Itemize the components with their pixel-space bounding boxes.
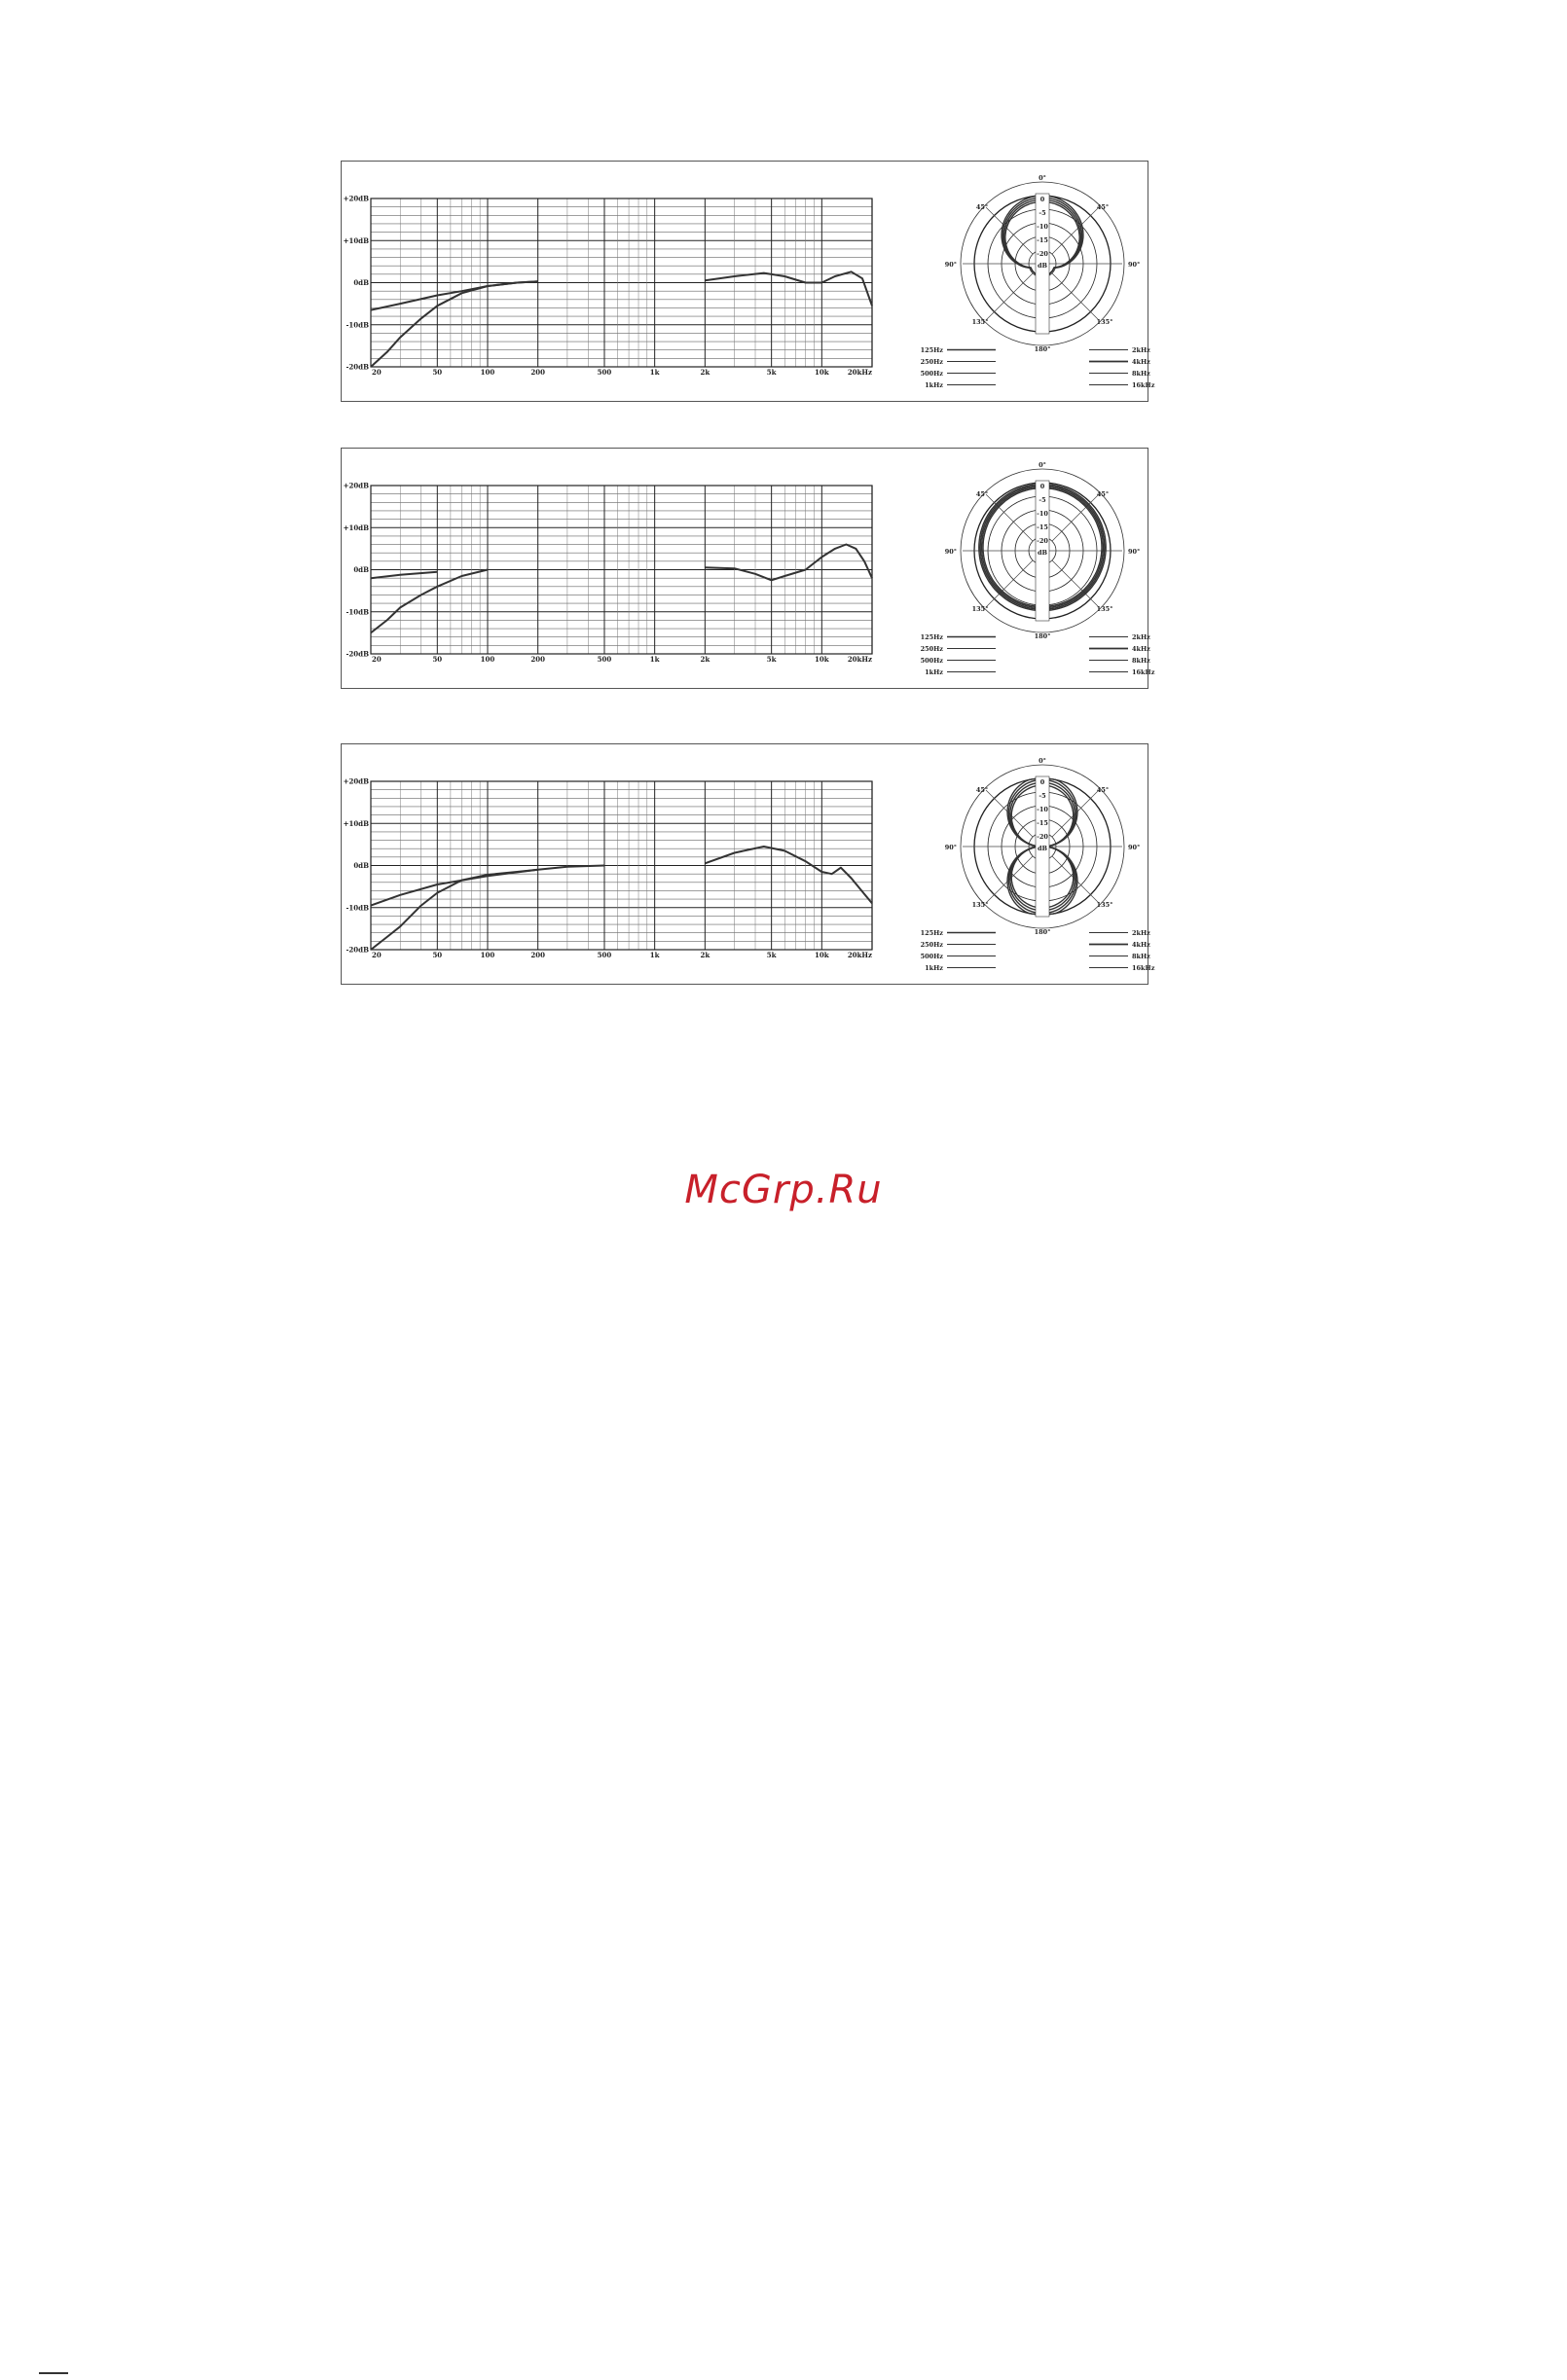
- x-tick-label: 100: [480, 951, 495, 959]
- legend-label-right: 2kHz: [1132, 929, 1150, 937]
- x-tick-label: 10k: [815, 951, 829, 959]
- y-tick-label: -10dB: [346, 320, 369, 330]
- y-tick-label: 0dB: [353, 278, 369, 287]
- y-tick-label: -10dB: [346, 903, 369, 913]
- x-tick-label: 5k: [766, 951, 777, 959]
- polar-angle-label: 135°: [1096, 318, 1113, 326]
- polar-ring-label: -10: [1037, 806, 1048, 813]
- chart-svg: [342, 744, 1155, 986]
- response-curve-1: [371, 281, 538, 309]
- legend-label-left: 500Hz: [920, 953, 943, 960]
- polar-angle-label: 90°: [944, 261, 957, 269]
- x-tick-label: 5k: [766, 368, 777, 377]
- legend-label-right: 8kHz: [1132, 370, 1150, 378]
- polar-angle-label: 45°: [975, 786, 989, 794]
- polar-ring-label: -20: [1037, 833, 1048, 841]
- x-tick-label: 20kHz: [847, 951, 872, 959]
- x-tick-label: 50: [432, 655, 443, 664]
- x-tick-label: 20: [372, 368, 382, 377]
- polar-angle-label: 45°: [975, 203, 989, 211]
- polar-ring-label: -15: [1037, 819, 1048, 827]
- legend-label-left: 125Hz: [920, 633, 943, 641]
- legend-label-left: 125Hz: [920, 929, 943, 937]
- polar-angle-label: 180°: [1034, 632, 1051, 640]
- polar-ring-label: -10: [1037, 510, 1048, 518]
- polar-ring-label: 0: [1039, 778, 1045, 786]
- y-tick-label: +20dB: [343, 776, 369, 786]
- y-tick-label: -20dB: [346, 362, 369, 372]
- x-tick-label: 20: [372, 655, 382, 664]
- polar-ring-label: -15: [1037, 236, 1048, 244]
- polar-angle-label: 135°: [1096, 901, 1113, 909]
- polar-angle-label: 90°: [1128, 548, 1141, 556]
- polar-spoke: [1052, 494, 1099, 541]
- x-tick-label: 50: [432, 951, 443, 959]
- legend-label-right: 8kHz: [1132, 953, 1150, 960]
- polar-angle-label: 0°: [1039, 757, 1046, 765]
- legend-label-left: 1kHz: [925, 668, 943, 676]
- footer-rule: [39, 2372, 68, 2374]
- polar-spoke: [1052, 273, 1099, 320]
- polar-spoke: [986, 494, 1033, 541]
- legend-label-right: 16kHz: [1132, 964, 1155, 972]
- polar-angle-label: 45°: [1096, 786, 1110, 794]
- y-tick-label: +10dB: [343, 818, 369, 828]
- x-tick-label: 10k: [815, 368, 829, 377]
- x-tick-label: 2k: [700, 368, 711, 377]
- chart-svg: [342, 162, 1155, 403]
- polar-angle-label: 135°: [1096, 605, 1113, 613]
- polar-angle-label: 45°: [1096, 490, 1110, 498]
- legend-label-left: 500Hz: [920, 370, 943, 378]
- legend-label-left: 250Hz: [920, 941, 943, 949]
- y-tick-label: 0dB: [353, 861, 369, 870]
- x-tick-label: 1k: [649, 655, 660, 664]
- polar-ring-label: -5: [1039, 792, 1046, 800]
- x-tick-label: 500: [597, 951, 612, 959]
- x-tick-label: 1k: [649, 951, 660, 959]
- polar-angle-label: 90°: [1128, 844, 1141, 851]
- response-curve-1: [371, 572, 437, 579]
- legend-label-right: 2kHz: [1132, 346, 1150, 354]
- x-tick-label: 500: [597, 655, 612, 664]
- y-tick-label: -20dB: [346, 649, 369, 659]
- legend-label-left: 250Hz: [920, 645, 943, 653]
- polar-ring-label: -15: [1037, 523, 1048, 531]
- polar-spoke: [986, 273, 1033, 320]
- chart-svg: [342, 449, 1155, 690]
- polar-angle-label: 90°: [944, 548, 957, 556]
- polar-angle-label: 45°: [975, 490, 989, 498]
- legend-label-left: 1kHz: [925, 964, 943, 972]
- chart-panel-middle: [341, 448, 1155, 689]
- legend-label-left: 250Hz: [920, 358, 943, 366]
- x-tick-label: 5k: [766, 655, 777, 664]
- x-tick-label: 2k: [700, 655, 711, 664]
- response-curve-3: [705, 847, 872, 903]
- polar-angle-label: 180°: [1034, 345, 1051, 353]
- chart-panel-bottom: [341, 743, 1155, 985]
- polar-pattern-low: [982, 487, 1042, 608]
- polar-angle-label: 90°: [944, 844, 957, 851]
- x-tick-label: 100: [480, 368, 495, 377]
- watermark-text: McGrp.Ru: [684, 1168, 883, 1212]
- polar-ring-label: -5: [1039, 496, 1046, 504]
- x-tick-label: 100: [480, 655, 495, 664]
- legend-label-right: 4kHz: [1132, 358, 1150, 366]
- polar-angle-label: 0°: [1039, 174, 1046, 182]
- y-tick-label: +10dB: [343, 235, 369, 245]
- legend-label-left: 125Hz: [920, 346, 943, 354]
- x-tick-label: 20kHz: [847, 368, 872, 377]
- y-tick-label: +20dB: [343, 481, 369, 490]
- chart-panel-top: [341, 161, 1155, 402]
- legend-label-right: 4kHz: [1132, 645, 1150, 653]
- legend-label-left: 500Hz: [920, 657, 943, 665]
- x-tick-label: 20: [372, 951, 382, 959]
- x-tick-label: 10k: [815, 655, 829, 664]
- x-tick-label: 200: [530, 368, 545, 377]
- response-curve-2: [371, 570, 488, 633]
- legend-label-right: 16kHz: [1132, 381, 1155, 389]
- y-tick-label: -10dB: [346, 607, 369, 617]
- legend-label-right: 4kHz: [1132, 941, 1150, 949]
- legend-label-left: 1kHz: [925, 381, 943, 389]
- polar-pattern-high: [1042, 487, 1103, 608]
- polar-angle-label: 135°: [971, 901, 989, 909]
- polar-ring-label: -20: [1037, 250, 1048, 258]
- polar-ring-label: 0: [1039, 483, 1045, 490]
- polar-ring-label: 0: [1039, 196, 1045, 203]
- x-tick-label: 200: [530, 951, 545, 959]
- x-tick-label: 200: [530, 655, 545, 664]
- legend-label-right: 16kHz: [1132, 668, 1155, 676]
- polar-angle-label: 180°: [1034, 928, 1051, 936]
- polar-ring-label: dB: [1037, 549, 1048, 557]
- y-tick-label: +20dB: [343, 194, 369, 203]
- x-tick-label: 1k: [649, 368, 660, 377]
- y-tick-label: -20dB: [346, 945, 369, 955]
- polar-ring-label: -10: [1037, 223, 1048, 231]
- y-tick-label: 0dB: [353, 565, 369, 574]
- x-tick-label: 500: [597, 368, 612, 377]
- x-tick-label: 2k: [700, 951, 711, 959]
- x-tick-label: 20kHz: [847, 655, 872, 664]
- polar-angle-label: 135°: [971, 318, 989, 326]
- polar-angle-label: 45°: [1096, 203, 1110, 211]
- response-curve-3: [705, 545, 872, 581]
- polar-ring-label: dB: [1037, 845, 1048, 852]
- polar-angle-label: 135°: [971, 605, 989, 613]
- polar-angle-label: 0°: [1039, 461, 1046, 469]
- polar-angle-label: 90°: [1128, 261, 1141, 269]
- response-curve-2: [371, 281, 538, 367]
- polar-ring-label: dB: [1037, 262, 1048, 270]
- polar-ring-label: -5: [1039, 209, 1046, 217]
- y-tick-label: +10dB: [343, 523, 369, 532]
- response-curve-3: [705, 271, 872, 306]
- x-tick-label: 50: [432, 368, 443, 377]
- polar-ring-label: -20: [1037, 537, 1048, 545]
- legend-label-right: 8kHz: [1132, 657, 1150, 665]
- legend-label-right: 2kHz: [1132, 633, 1150, 641]
